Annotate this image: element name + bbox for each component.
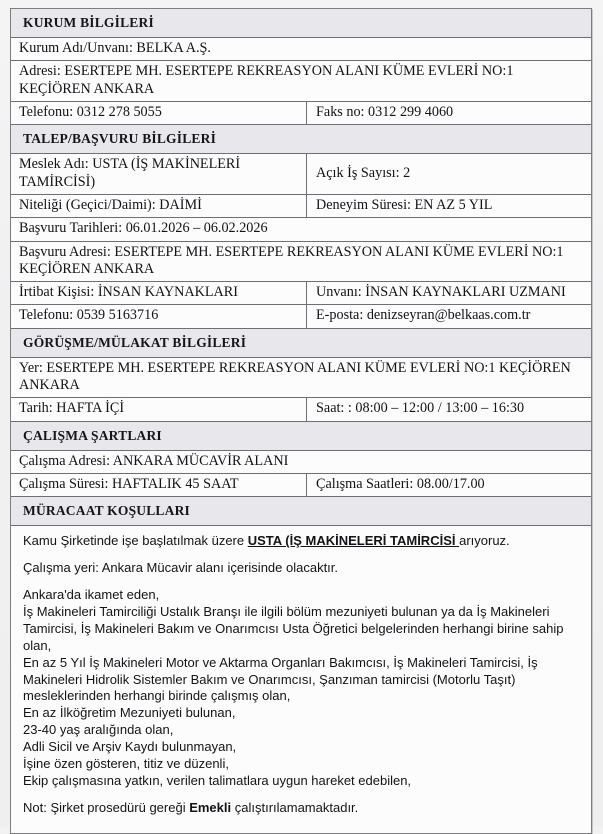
- table-cell-value: Unvanı: İNSAN KAYNAKLARI UZMANI: [307, 282, 591, 304]
- table-cell-label: Meslek Adı: USTA (İŞ MAKİNELERİ TAMİRCİSİ): [11, 154, 307, 194]
- table-cell-label: Niteliği (Geçici/Daimi): DAİMİ: [11, 195, 307, 217]
- conditions-body: [11, 526, 591, 832]
- section-header-gorusme: GÖRÜŞME/MÜLAKAT BİLGİLERİ: [11, 329, 591, 358]
- table-cell-value: Çalışma Saatleri: 08.00/17.00: [307, 474, 591, 496]
- table-row: [11, 242, 591, 283]
- table-cell-label: Tarih: HAFTA İÇİ: [11, 398, 307, 420]
- table-cell-full: Kurum Adı/Unvanı: BELKA A.Ş.: [11, 38, 591, 60]
- job-posting-table: [10, 8, 592, 834]
- table-cell-value: Saat: : 08:00 – 12:00 / 13:00 – 16:30: [307, 398, 591, 420]
- table-cell-value: Deneyim Süresi: EN AZ 5 YIL: [307, 195, 591, 217]
- table-cell-full: Yer: ESERTEPE MH. ESERTEPE REKREASYON ALANI KÜME EVLERİ NO:1 KEÇİÖREN ANKARA: [11, 358, 591, 398]
- table-cell-label: Telefonu: 0539 5163716: [11, 305, 307, 327]
- conditions-intro: [23, 533, 581, 550]
- criteria-item: Adli Sicil ve Arşiv Kaydı bulunmayan,: [23, 739, 237, 755]
- conditions-criteria-list: [23, 587, 581, 790]
- conditions-intro-job-title: USTA (İŞ MAKİNELERİ TAMİRCİSİ: [247, 533, 460, 549]
- criteria-item: En az 5 Yıl İş Makineleri Motor ve Aktarma Organları Bakımcısı, İş Makineleri Tamircisi, İş Makineleri Hidrolik Sistemler Bakım ve Onarımcısı, Şanzıman tamircisi (Motorlu Taşıt) mesleklerinden herhangi birinde çalışmış olan,: [23, 654, 538, 704]
- table-cell-full: Çalışma Adresi: ANKARA MÜCAVİR ALANI: [11, 451, 591, 473]
- table-row: [11, 282, 591, 305]
- criteria-item: İş Makineleri Tamirciliği Ustalık Branşı ile ilgili bölüm mezuniyeti bulunan ya da İş Makineleri Tamircisi, İş Makineleri Bakım ve Onarımcısı Usta Öğretici belgelerinden herhangi birine sahip olan,: [23, 603, 564, 653]
- table-cell-full: Başvuru Adresi: ESERTEPE MH. ESERTEPE REKREASYON ALANI KÜME EVLERİ NO:1 KEÇİÖREN ANKARA: [11, 242, 591, 282]
- criteria-item: Ekip çalışmasına yatkın, verilen talimatlara uygun hareket edebilen,: [23, 772, 412, 788]
- table-cell-full: Adresi: ESERTEPE MH. ESERTEPE REKREASYON ALANI KÜME EVLERİ NO:1 KEÇİÖREN ANKARA: [11, 61, 591, 101]
- table-cell-value: Açık İş Sayısı: 2: [307, 154, 591, 194]
- conditions-workplace: Çalışma yeri: Ankara Mücavir alanı içerisinde olacaktır.: [23, 560, 339, 576]
- note-prefix: Not: Şirket prosedürü gereği: [23, 799, 190, 815]
- table-row: [11, 195, 591, 218]
- table-row: [11, 474, 591, 497]
- criteria-item: En az İlköğretim Mezuniyeti bulunan,: [23, 705, 236, 721]
- criteria-item: İşine özen gösteren, titiz ve düzenli,: [23, 756, 229, 771]
- table-row: [11, 358, 591, 399]
- table-row: [11, 38, 591, 61]
- table-cell-full: Başvuru Tarihleri: 06.01.2026 – 06.02.2026: [11, 218, 591, 240]
- section-header-kurum: KURUM BİLGİLERİ: [11, 9, 591, 38]
- criteria-item: Ankara'da ikamet eden,: [23, 587, 160, 603]
- table-cell-label: Çalışma Süresi: HAFTALIK 45 SAAT: [11, 474, 307, 496]
- section-header-talep: TALEP/BAŞVURU BİLGİLERİ: [11, 125, 591, 154]
- table-cell-value: Faks no: 0312 299 4060: [307, 102, 591, 124]
- table-row: [11, 305, 591, 328]
- table-row: [11, 154, 591, 195]
- section-header-calisma: ÇALIŞMA ŞARTLARI: [11, 422, 591, 451]
- criteria-item: 23-40 yaş aralığında olan,: [23, 722, 174, 738]
- table-row: [11, 61, 591, 102]
- note-emphasis: Emekli: [189, 799, 232, 815]
- conditions-intro-suffix: arıyoruz.: [459, 533, 510, 549]
- table-cell-label: Telefonu: 0312 278 5055: [11, 102, 307, 124]
- table-row: [11, 218, 591, 241]
- conditions-note: [23, 800, 581, 817]
- table-row: [11, 398, 591, 421]
- table-cell-label: İrtibat Kişisi: İNSAN KAYNAKLARI: [11, 282, 307, 304]
- table-row: [11, 102, 591, 125]
- conditions-intro-prefix: Kamu Şirketinde işe başlatılmak üzere: [23, 533, 248, 549]
- section-header-muracaat: MÜRACAAT KOŞULLARI: [11, 497, 591, 526]
- note-suffix: çalıştırılamamaktadır.: [231, 799, 359, 815]
- table-row: [11, 451, 591, 474]
- table-cell-value: E-posta: denizseyran@belkaas.com.tr: [307, 305, 591, 327]
